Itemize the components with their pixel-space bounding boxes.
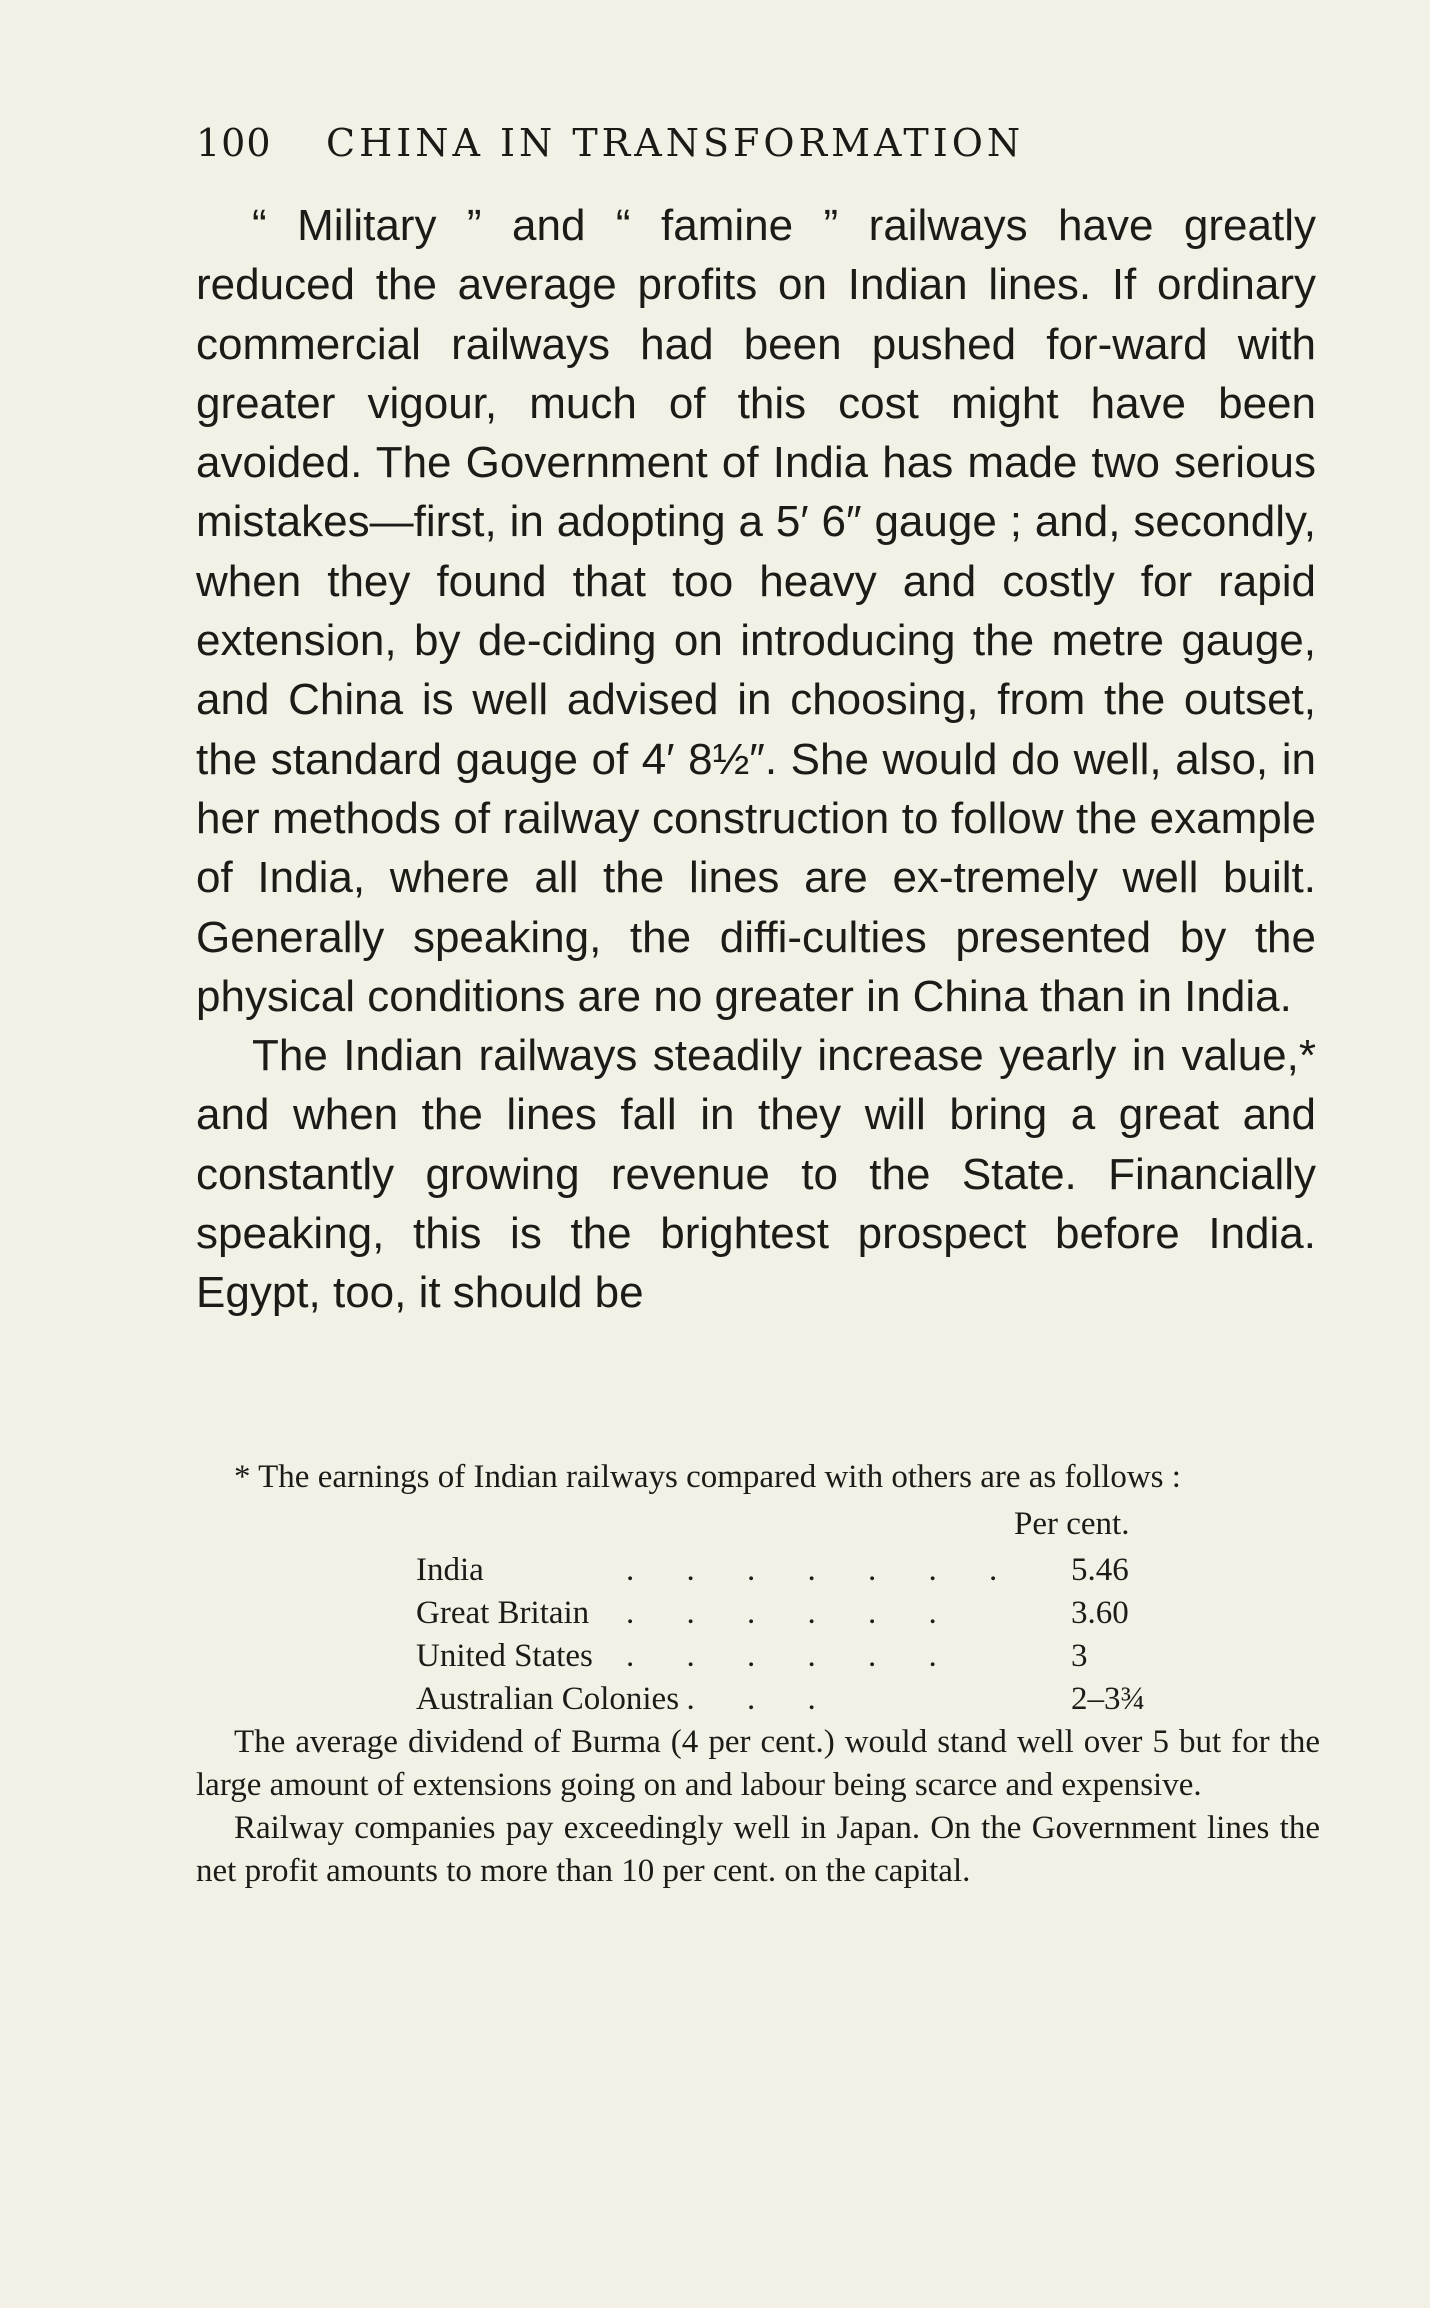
footnote-japan: Railway companies pay exceedingly well in Japan. On the Government lines the net profit amounts to more than 10 per cent. on the capital. [196,1810,1320,1889]
earnings-table [196,1503,1320,1715]
table-row [416,1592,1316,1635]
row-value: 2–3¾ [1071,1681,1146,1717]
row-label: Great Britain [416,1595,590,1631]
footnote-intro: * The earnings of Indian railways compared with others are as follows : [234,1459,1181,1495]
row-value: 3.60 [1071,1595,1129,1631]
row-value: 5.46 [1071,1552,1129,1588]
main-text [196,196,1316,1323]
leader-dots: . . . . . . . [626,1552,1020,1588]
table-row [416,1549,1316,1592]
table-row [416,1678,1316,1721]
row-label: Australian Colonies [416,1681,680,1717]
running-header [196,118,1316,168]
footnote [196,1456,1320,1893]
row-label: United States [416,1638,593,1674]
leader-dots: . . . . [626,1681,838,1717]
body-paragraph-1: “ Military ” and “ famine ” railways have greatly reduced the average profits on Indian lines. If ordinary commercial railways had been pushed for-ward with greater vigour, much of this cost might have been avoided. The Government of India has made two serious mistakes—first, in adopting a 5′ 6″ gauge ; and, secondly, when they found that too heavy and costly for rapid extension, by de-ciding on introducing the metre gauge, and China is well advised in choosing, from the outset, the standard gauge of 4′ 8½″. She would do well, also, in her methods of railway construction to follow the example of India, where all the lines are ex-tremely well built. Generally speaking, the diffi-culties presented by the physical conditions are no greater in China than in India. [196,201,1316,1021]
table-header-per-cent: Per cent. [1014,1506,1130,1542]
row-value: 3 [1071,1638,1088,1674]
running-title: CHINA IN TRANSFORMATION [326,121,1025,165]
page-number: 100 [196,121,272,165]
row-label: India [416,1552,484,1588]
leader-dots: . . . . . . [626,1638,959,1674]
body-paragraph-2: The Indian railways steadily increase yearly in value,* and when the lines fall in they will bring a great and constantly growing revenue to the State. Financially speaking, this is the brightest prospect before India. Egypt, too, it should be [196,1031,1316,1318]
table-row [416,1635,1316,1678]
footnote-burma: The average dividend of Burma (4 per cent.) would stand well over 5 but for the large amount of extensions going on and labour being scarce and expensive. [196,1724,1320,1803]
leader-dots: . . . . . . [626,1595,959,1631]
